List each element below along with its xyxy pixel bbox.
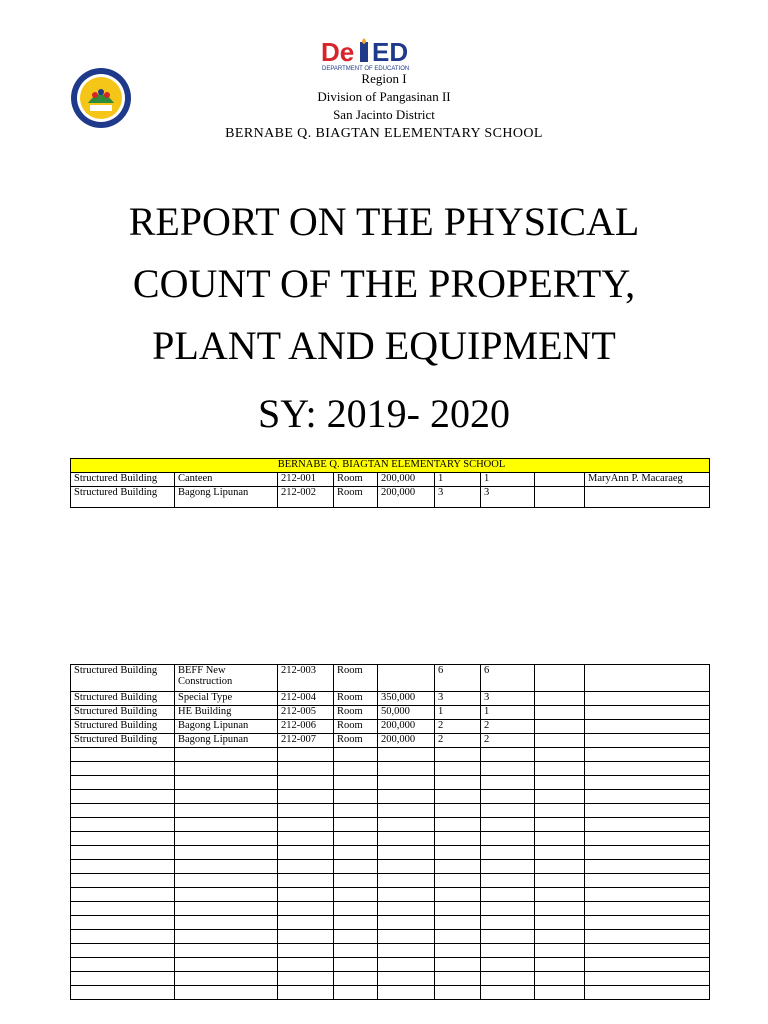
table-cell: Structured Building	[71, 720, 175, 734]
empty-table-cell	[71, 818, 175, 832]
report-title-line-3: PLANT AND EQUIPMENT	[152, 323, 616, 368]
empty-table-cell	[535, 776, 585, 790]
property-table-1	[70, 458, 710, 508]
empty-table-cell	[334, 944, 378, 958]
table-cell: 3	[435, 692, 481, 706]
table-cell: 2	[435, 720, 481, 734]
empty-table-cell	[481, 958, 535, 972]
empty-table-cell	[585, 748, 710, 762]
table-cell: 212-001	[278, 473, 334, 487]
empty-table-cell	[71, 958, 175, 972]
empty-table-row	[71, 902, 710, 916]
empty-table-cell	[535, 762, 585, 776]
table-cell: 2	[481, 734, 535, 748]
empty-table-cell	[378, 832, 435, 846]
empty-table-cell	[175, 986, 278, 1000]
empty-table-cell	[71, 776, 175, 790]
table-cell	[585, 734, 710, 748]
table-cell: Room	[334, 473, 378, 487]
empty-table-cell	[278, 958, 334, 972]
empty-table-cell	[585, 762, 710, 776]
empty-table-cell	[175, 972, 278, 986]
empty-table-cell	[585, 986, 710, 1000]
empty-table-cell	[278, 916, 334, 930]
empty-table-cell	[435, 958, 481, 972]
empty-table-cell	[585, 818, 710, 832]
empty-table-cell	[71, 874, 175, 888]
table-cell: 212-006	[278, 720, 334, 734]
empty-table-cell	[71, 790, 175, 804]
table-cell: BEFF New Construction	[175, 665, 278, 692]
empty-table-row	[71, 804, 710, 818]
empty-table-cell	[71, 902, 175, 916]
empty-table-cell	[175, 930, 278, 944]
empty-table-cell	[535, 986, 585, 1000]
table-cell: 200,000	[378, 734, 435, 748]
table-row	[71, 692, 710, 706]
empty-table-cell	[378, 874, 435, 888]
empty-table-cell	[175, 804, 278, 818]
empty-table-cell	[481, 748, 535, 762]
table-cell	[535, 720, 585, 734]
empty-table-cell	[175, 762, 278, 776]
empty-table-row	[71, 930, 710, 944]
empty-table-cell	[481, 916, 535, 930]
empty-table-cell	[481, 804, 535, 818]
school-year: SY: 2019- 2020	[258, 391, 510, 436]
table-cell: 212-003	[278, 665, 334, 692]
empty-table-cell	[175, 874, 278, 888]
empty-table-row	[71, 790, 710, 804]
empty-table-cell	[378, 916, 435, 930]
empty-table-cell	[535, 874, 585, 888]
empty-table-cell	[278, 818, 334, 832]
empty-table-cell	[71, 860, 175, 874]
empty-table-cell	[585, 804, 710, 818]
empty-table-cell	[535, 748, 585, 762]
table-cell: HE Building	[175, 706, 278, 720]
empty-table-cell	[378, 776, 435, 790]
empty-table-cell	[378, 860, 435, 874]
empty-table-cell	[278, 874, 334, 888]
empty-table-cell	[535, 804, 585, 818]
empty-table-cell	[71, 832, 175, 846]
empty-table-cell	[175, 944, 278, 958]
empty-table-cell	[435, 846, 481, 860]
empty-table-cell	[481, 888, 535, 902]
empty-table-cell	[435, 888, 481, 902]
empty-table-cell	[175, 790, 278, 804]
empty-table-cell	[378, 902, 435, 916]
empty-table-row	[71, 986, 710, 1000]
empty-table-cell	[585, 776, 710, 790]
empty-table-cell	[481, 860, 535, 874]
table-cell: Structured Building	[71, 473, 175, 487]
empty-table-row	[71, 972, 710, 986]
empty-table-cell	[334, 832, 378, 846]
empty-table-cell	[71, 986, 175, 1000]
empty-table-cell	[334, 930, 378, 944]
table-banner: BERNABE Q. BIAGTAN ELEMENTARY SCHOOL	[71, 459, 710, 473]
empty-table-cell	[278, 902, 334, 916]
empty-table-cell	[71, 748, 175, 762]
empty-table-cell	[278, 790, 334, 804]
table-cell	[585, 665, 710, 692]
report-title-line-2: COUNT OF THE PROPERTY,	[132, 261, 636, 306]
empty-table-cell	[535, 846, 585, 860]
table-cell	[585, 706, 710, 720]
empty-table-cell	[435, 818, 481, 832]
table-cell: Room	[334, 720, 378, 734]
empty-table-cell	[278, 930, 334, 944]
school-name: BERNABE Q. BIAGTAN ELEMENTARY SCHOOL	[225, 126, 543, 141]
table-cell: 6	[481, 665, 535, 692]
table-cell: MaryAnn P. Macaraeg	[585, 473, 710, 487]
empty-table-cell	[535, 832, 585, 846]
empty-table-cell	[585, 888, 710, 902]
table-cell	[535, 734, 585, 748]
report-title-line-1: REPORT ON THE PHYSICAL	[128, 199, 640, 244]
report-title	[0, 191, 768, 377]
empty-table-cell	[535, 902, 585, 916]
empty-table-cell	[278, 888, 334, 902]
empty-table-cell	[334, 804, 378, 818]
empty-table-cell	[535, 916, 585, 930]
table-cell: 1	[435, 706, 481, 720]
empty-table-cell	[378, 818, 435, 832]
empty-table-cell	[378, 944, 435, 958]
table-banner-row	[71, 459, 710, 473]
empty-table-cell	[481, 972, 535, 986]
table-cell: Room	[334, 706, 378, 720]
empty-table-cell	[278, 944, 334, 958]
empty-table-cell	[378, 972, 435, 986]
empty-table-cell	[278, 986, 334, 1000]
empty-table-row	[71, 776, 710, 790]
empty-table-cell	[71, 916, 175, 930]
empty-table-cell	[435, 762, 481, 776]
empty-table-cell	[378, 930, 435, 944]
division-label: Division of Pangasinan II	[317, 89, 451, 104]
table-cell: Structured Building	[71, 487, 175, 508]
table-cell: Special Type	[175, 692, 278, 706]
empty-table-cell	[535, 790, 585, 804]
empty-table-row	[71, 818, 710, 832]
empty-table-cell	[175, 832, 278, 846]
empty-table-cell	[585, 790, 710, 804]
table-cell: Room	[334, 692, 378, 706]
empty-table-cell	[71, 888, 175, 902]
empty-table-cell	[535, 958, 585, 972]
empty-table-cell	[175, 916, 278, 930]
empty-table-cell	[435, 916, 481, 930]
empty-table-cell	[278, 748, 334, 762]
empty-table-cell	[535, 888, 585, 902]
table-row	[71, 734, 710, 748]
empty-table-cell	[435, 748, 481, 762]
empty-table-cell	[71, 944, 175, 958]
empty-table-cell	[435, 986, 481, 1000]
empty-table-cell	[175, 888, 278, 902]
table-cell	[378, 665, 435, 692]
empty-table-cell	[278, 804, 334, 818]
table-cell: Structured Building	[71, 734, 175, 748]
empty-table-row	[71, 944, 710, 958]
empty-table-cell	[175, 846, 278, 860]
table-row	[71, 473, 710, 487]
empty-table-cell	[378, 790, 435, 804]
svg-text:DEPARTMENT OF EDUCATION: DEPARTMENT OF EDUCATION	[322, 66, 410, 72]
empty-table-cell	[535, 944, 585, 958]
empty-table-cell	[585, 832, 710, 846]
empty-table-cell	[378, 762, 435, 776]
region-label: Region I	[361, 71, 407, 86]
empty-table-cell	[71, 762, 175, 776]
empty-table-cell	[71, 804, 175, 818]
empty-table-row	[71, 748, 710, 762]
empty-table-cell	[435, 790, 481, 804]
empty-table-cell	[378, 846, 435, 860]
empty-table-cell	[435, 832, 481, 846]
table-row	[71, 487, 710, 508]
empty-table-cell	[378, 748, 435, 762]
table-cell	[585, 720, 710, 734]
empty-table-cell	[175, 776, 278, 790]
empty-table-cell	[334, 888, 378, 902]
empty-table-cell	[481, 902, 535, 916]
table-cell	[535, 665, 585, 692]
table-cell: Bagong Lipunan	[175, 487, 278, 508]
empty-table-cell	[435, 930, 481, 944]
empty-table-cell	[378, 986, 435, 1000]
empty-table-cell	[585, 958, 710, 972]
empty-table-cell	[334, 846, 378, 860]
svg-text:De: De	[321, 38, 355, 67]
empty-table-cell	[334, 748, 378, 762]
empty-table-row	[71, 874, 710, 888]
district-label: San Jacinto District	[333, 107, 435, 122]
empty-table-cell	[481, 790, 535, 804]
empty-table-cell	[585, 902, 710, 916]
empty-table-cell	[334, 916, 378, 930]
empty-table-cell	[481, 930, 535, 944]
table-cell	[585, 692, 710, 706]
empty-table-cell	[585, 972, 710, 986]
empty-table-cell	[435, 944, 481, 958]
empty-table-cell	[481, 776, 535, 790]
table-cell: 212-007	[278, 734, 334, 748]
table-cell: 50,000	[378, 706, 435, 720]
empty-table-cell	[535, 930, 585, 944]
table-cell	[585, 487, 710, 508]
empty-table-cell	[278, 846, 334, 860]
empty-table-cell	[334, 818, 378, 832]
table-cell: 1	[481, 473, 535, 487]
empty-table-cell	[71, 930, 175, 944]
table-cell: 212-005	[278, 706, 334, 720]
empty-table-cell	[585, 930, 710, 944]
empty-table-cell	[481, 846, 535, 860]
empty-table-cell	[435, 776, 481, 790]
empty-table-cell	[334, 986, 378, 1000]
table-cell: Structured Building	[71, 706, 175, 720]
table-cell: 1	[435, 473, 481, 487]
empty-table-cell	[535, 818, 585, 832]
empty-table-cell	[585, 860, 710, 874]
table-row	[71, 665, 710, 692]
empty-table-cell	[481, 832, 535, 846]
empty-table-cell	[175, 818, 278, 832]
empty-table-cell	[334, 874, 378, 888]
empty-table-cell	[585, 846, 710, 860]
empty-table-cell	[585, 944, 710, 958]
table-cell: 6	[435, 665, 481, 692]
empty-table-row	[71, 762, 710, 776]
table-cell	[535, 692, 585, 706]
empty-table-cell	[278, 776, 334, 790]
empty-table-cell	[334, 776, 378, 790]
empty-table-cell	[435, 860, 481, 874]
table-cell: Room	[334, 487, 378, 508]
table-cell: Room	[334, 734, 378, 748]
empty-table-cell	[71, 972, 175, 986]
table-cell: 212-002	[278, 487, 334, 508]
table-cell: 2	[481, 720, 535, 734]
table-cell: 200,000	[378, 720, 435, 734]
table-cell: 1	[481, 706, 535, 720]
empty-table-row	[71, 860, 710, 874]
table-cell: Room	[334, 665, 378, 692]
svg-text:ED: ED	[372, 38, 409, 67]
empty-table-cell	[334, 958, 378, 972]
empty-table-cell	[378, 958, 435, 972]
table-cell: Bagong Lipunan	[175, 720, 278, 734]
empty-table-cell	[278, 972, 334, 986]
empty-table-cell	[278, 762, 334, 776]
empty-table-cell	[175, 748, 278, 762]
empty-table-cell	[481, 986, 535, 1000]
empty-table-cell	[585, 874, 710, 888]
empty-table-cell	[435, 804, 481, 818]
table-cell	[535, 706, 585, 720]
empty-table-row	[71, 832, 710, 846]
empty-table-cell	[175, 860, 278, 874]
empty-table-cell	[334, 762, 378, 776]
empty-table-row	[71, 846, 710, 860]
table-cell: 200,000	[378, 473, 435, 487]
table-cell: 3	[481, 692, 535, 706]
table-cell: 2	[435, 734, 481, 748]
table-cell: Structured Building	[71, 665, 175, 692]
empty-table-cell	[378, 804, 435, 818]
table-cell: 3	[481, 487, 535, 508]
table-row	[71, 720, 710, 734]
empty-table-cell	[481, 944, 535, 958]
empty-table-cell	[334, 902, 378, 916]
empty-table-row	[71, 958, 710, 972]
empty-table-cell	[334, 972, 378, 986]
empty-table-cell	[175, 902, 278, 916]
property-table-2	[70, 664, 710, 1000]
table-cell	[535, 487, 585, 508]
empty-table-cell	[71, 846, 175, 860]
table-row	[71, 706, 710, 720]
empty-table-cell	[435, 874, 481, 888]
empty-table-cell	[435, 972, 481, 986]
empty-table-cell	[278, 832, 334, 846]
empty-table-cell	[334, 790, 378, 804]
empty-table-cell	[585, 916, 710, 930]
table-cell: 200,000	[378, 487, 435, 508]
empty-table-cell	[481, 818, 535, 832]
table-cell: 350,000	[378, 692, 435, 706]
empty-table-cell	[435, 902, 481, 916]
empty-table-cell	[278, 860, 334, 874]
empty-table-cell	[535, 972, 585, 986]
empty-table-cell	[175, 958, 278, 972]
empty-table-cell	[334, 860, 378, 874]
table-cell: 3	[435, 487, 481, 508]
empty-table-row	[71, 916, 710, 930]
table-cell: Canteen	[175, 473, 278, 487]
empty-table-cell	[481, 874, 535, 888]
empty-table-row	[71, 888, 710, 902]
table-cell: Structured Building	[71, 692, 175, 706]
deped-logo	[320, 38, 462, 72]
table-cell: 212-004	[278, 692, 334, 706]
table-cell	[535, 473, 585, 487]
empty-table-cell	[378, 888, 435, 902]
table-cell: Bagong Lipunan	[175, 734, 278, 748]
empty-table-cell	[481, 762, 535, 776]
empty-table-cell	[535, 860, 585, 874]
